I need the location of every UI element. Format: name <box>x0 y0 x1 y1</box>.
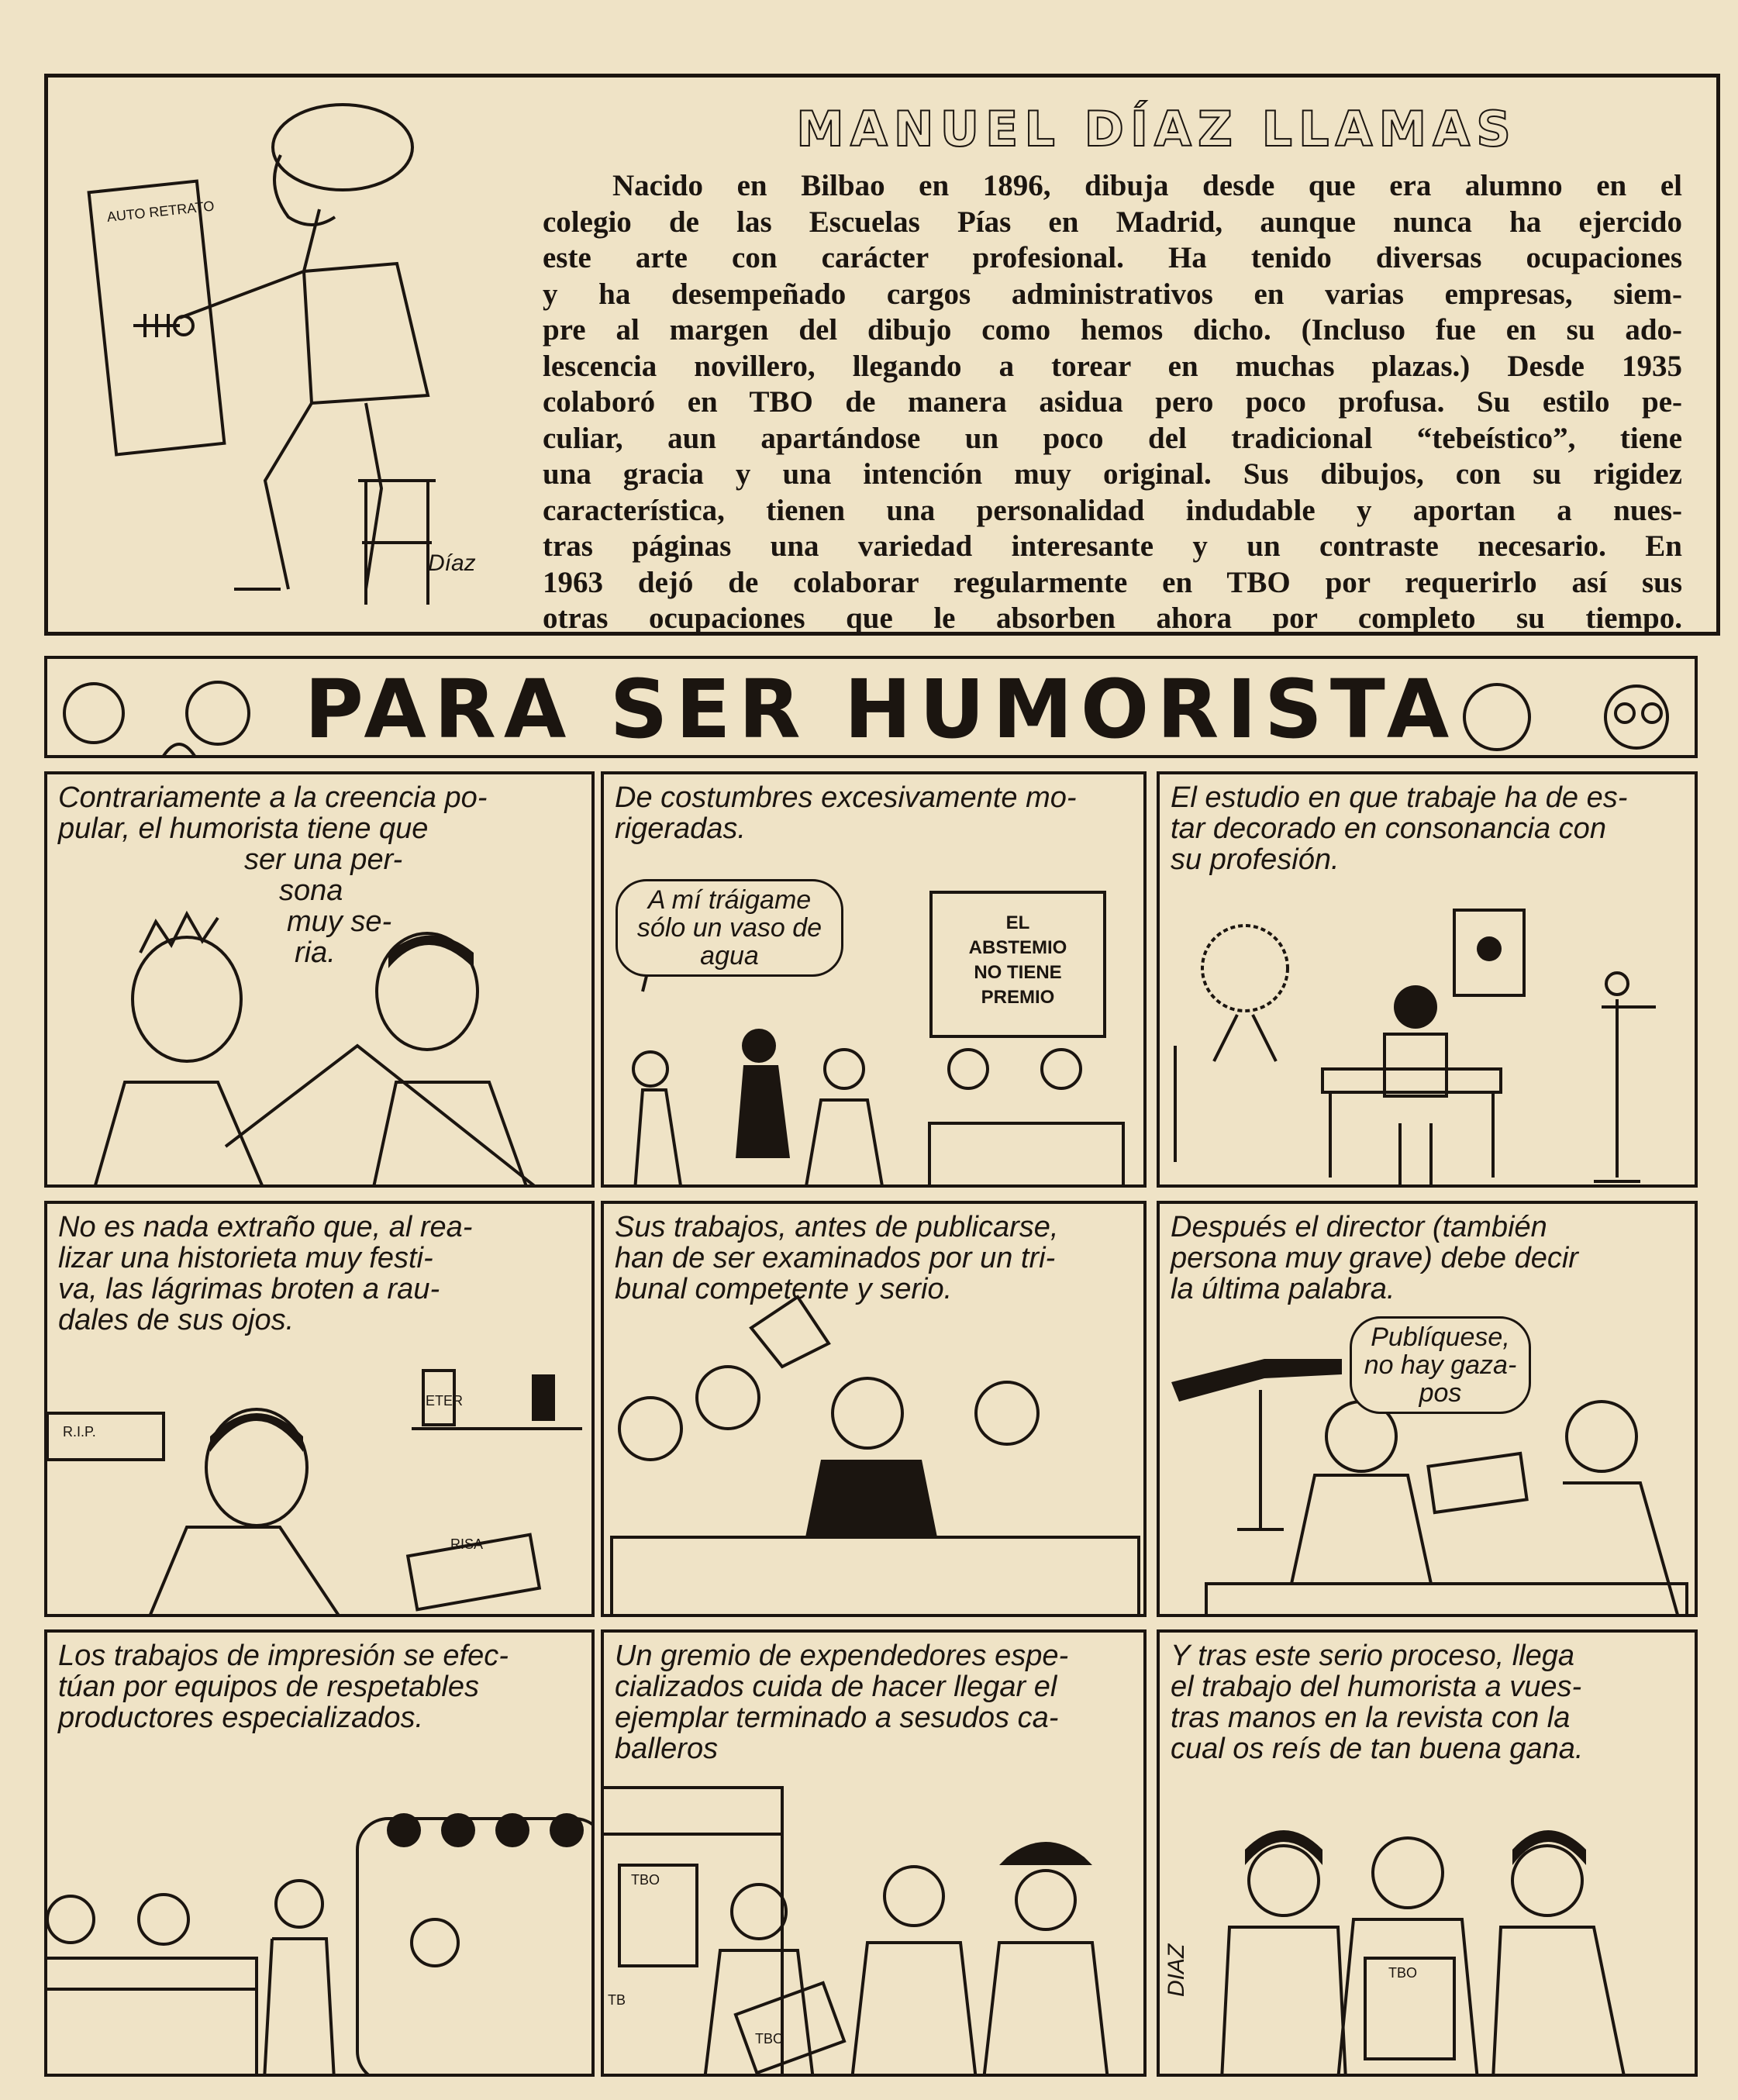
panel-caption: El estudio en que trabaje ha de es- tar decorado en consonancia con su profesión. <box>1171 781 1628 876</box>
comic-panel-1 <box>44 771 595 1188</box>
paper-label: RISA <box>450 1536 484 1552</box>
panel-caption: Los trabajos de impresión se efec- túan por equipos de respetables productores especializados. <box>58 1640 509 1734</box>
bio-text <box>543 168 1682 637</box>
magazine-label: TBO <box>755 2031 785 2047</box>
bio-line: una gracia y una intención muy original. Sus dibujos, con su rigidez <box>543 457 1682 491</box>
biography-box <box>44 74 1720 636</box>
comic-panel-7 <box>44 1629 595 2077</box>
bio-line: y ha desempeñado cargos administrativos en varias empresas, siem- <box>543 277 1682 311</box>
sheet-label: AUTO RETRATO <box>106 198 216 225</box>
comic-panel-2 <box>601 771 1147 1188</box>
bio-line: 1963 dejó de colaborar regularmente en TBO por requerirlo así sus <box>543 565 1682 599</box>
comic-panel-3 <box>1157 771 1698 1188</box>
poster-label: TBO <box>631 1872 660 1888</box>
comic-panel-6 <box>1157 1201 1698 1617</box>
comic-panel-8 <box>601 1629 1147 2077</box>
artist-signature: DIAZ <box>1164 1943 1189 1997</box>
bio-line: este arte con carácter profesional. Ha tenido diversas ocupaciones <box>543 241 1682 274</box>
panel-caption: Después el director (también persona muy grave) debe decir la última palabra. <box>1171 1211 1578 1305</box>
bio-line: Nacido en Bilbao en 1896, dibuja desde que era alumno en el <box>612 169 1682 202</box>
comic-title-banner <box>44 656 1698 758</box>
bio-line: característica, tienen una personalidad indudable y aportan a nues- <box>543 493 1682 527</box>
panel-caption: Sus trabajos, antes de publicarse, han de ser examinados por un tri- bunal competente y serio. <box>615 1211 1059 1305</box>
panel-caption: No es nada extraño que, al rea- lizar una historieta muy festi- va, las lágrimas broten a rau- dales de sus ojos. <box>58 1211 473 1336</box>
magazine-label: TBO <box>1388 1965 1418 1981</box>
comic-panel-9 <box>1157 1629 1698 2077</box>
bottle-label: ETER <box>426 1393 464 1409</box>
abstemio-sign: EL ABSTEMIO NO TIENE PREMIO <box>929 891 1106 1038</box>
bio-line: colegio de las Escuelas Pías en Madrid, aunque nunca ha ejercido <box>543 205 1682 239</box>
shop-label: TB <box>608 1992 626 2008</box>
comic-panel-4 <box>44 1201 595 1617</box>
bio-line: colaboró en TBO de manera asidua pero poco profusa. Su estilo pe- <box>543 385 1682 419</box>
self-portrait-illustration <box>71 93 505 620</box>
comic-title: PARA SER HUMORISTA <box>304 662 1457 757</box>
panel-caption: Un gremio de expendedores espe- cializados cuida de hacer llegar el ejemplar terminado a sesudos ca- balleros <box>615 1640 1069 1765</box>
bio-line: pre al margen del dibujo como hemos dicho. (Incluso fue en su ado- <box>543 313 1682 347</box>
bio-line: culiar, aun apartándose un poco del tradicional “tebeístico”, tiene <box>543 421 1682 455</box>
panel-caption: Y tras este serio proceso, llega el trabajo del humorista a vues- tras manos en la revista con la cual os reís de tan buena gana. <box>1171 1640 1584 1765</box>
bio-line: tras páginas una variedad interesante y un contraste necesario. En <box>543 529 1682 563</box>
bio-line: otras ocupaciones que le absorben ahora por completo su tiempo. <box>543 602 1682 635</box>
speech-bubble: A mí tráigame sólo un vaso de agua <box>616 879 843 977</box>
portrait-signature: Díaz <box>428 550 476 576</box>
panel-caption: De costumbres excesivamente mo- rigeradas. <box>615 781 1077 845</box>
comic-panel-5 <box>601 1201 1147 1617</box>
bio-line: lescencia novillero, llegando a torear en muchas plazas.) Desde 1935 <box>543 349 1682 383</box>
panel-caption: Contrariamente a la creencia po- pular, el humorista tiene que ser una per- sona muy se- ria. <box>58 781 488 969</box>
speech-bubble: Publíquese, no hay gaza-pos <box>1350 1316 1531 1414</box>
rip-label: R.I.P. <box>63 1424 96 1440</box>
bio-title: MANUEL DÍAZ LLAMAS <box>796 101 1517 157</box>
